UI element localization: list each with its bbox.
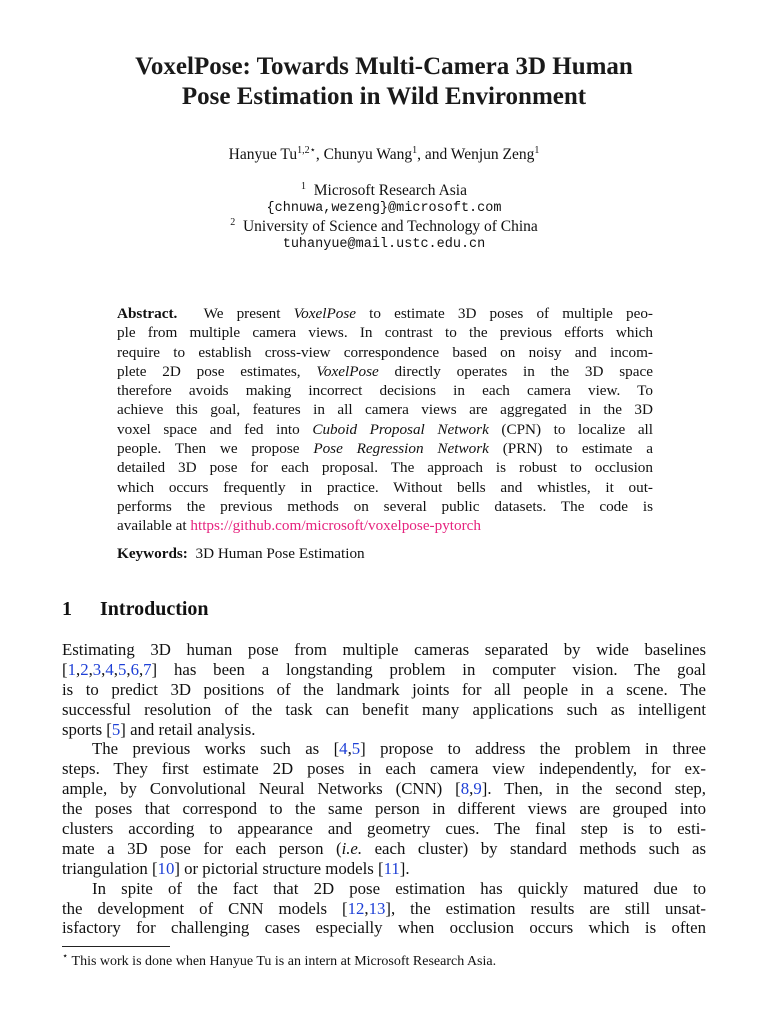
citation-link[interactable]: 5 [351, 739, 361, 759]
abstract-line: people. Then we propose Pose Regression Network (PRN) to estimate a [117, 440, 653, 458]
abstract-line: ple from multiple camera views. In contrast to the previous efforts which [117, 324, 653, 342]
body-line: sports [5] and retail analysis. [62, 719, 256, 739]
affiliation-1 [0, 182, 768, 200]
abstract-line: available at https://github.com/microsoft/voxelpose-pytorch [117, 517, 482, 535]
body-line: [1,2,3,4,5,6,7] has been a longstanding problem in computer vision. The goal [62, 659, 706, 679]
author-list [0, 146, 768, 164]
body-line: clusters according to appearance and geometry cues. The final step is to esti- [62, 819, 706, 839]
citation-link[interactable]: 5 [111, 719, 121, 739]
abstract-line: detailed 3D pose for each proposal. The approach is robust to occlusion [117, 459, 653, 477]
abstract-line: plete 2D pose estimates, VoxelPose directly operates in the 3D space [117, 362, 653, 380]
citation-link[interactable]: 6 [130, 659, 139, 679]
affiliation-2-email: tuhanyue@mail.ustc.edu.cn [282, 237, 486, 252]
section-heading-introduction [62, 597, 209, 621]
abstract-line: require to establish cross-view correspondence based on noisy and incom- [117, 343, 653, 361]
abstract-label: Abstract. [117, 305, 178, 322]
body-line: In spite of the fact that 2D pose estimation has quickly matured due to [92, 878, 706, 898]
code-repository-link[interactable]: https://github.com/microsoft/voxelpose-pytorch [190, 517, 482, 535]
abstract-line: which occurs frequently in practice. Without bells and whistles, it out- [117, 478, 653, 496]
body-line: the poses that correspond to the same person in different views are grouped into [62, 799, 706, 819]
citation-list: 1,2,3,4,5,6,7 [67, 659, 152, 679]
affiliation-1-email: {chnuwa,wezeng}@microsoft.com [266, 201, 502, 216]
citation-link[interactable]: 3 [92, 659, 102, 679]
citation-link[interactable]: 5 [117, 659, 127, 679]
citation-link[interactable]: 4 [105, 659, 114, 679]
footnote-mark: ⋆ [62, 951, 69, 962]
keywords-label: Keywords: [117, 545, 188, 562]
body-line: ample, by Convolutional Neural Networks (CNN) [8,9]. Then, in the second step, [62, 779, 706, 799]
method-name: VoxelPose [316, 362, 379, 380]
body-line: Estimating 3D human pose from multiple cameras separated by wide baselines [62, 640, 706, 659]
author-affiliation-mark: 1,2⋆ [297, 145, 316, 156]
body-line: mate a 3D pose for each person (i.e. each cluster) by standard methods such as [62, 838, 706, 858]
citation-link[interactable]: 8 [460, 779, 470, 799]
abstract-line: Abstract. We present VoxelPose to estimate 3D poses of multiple peo- [117, 305, 653, 322]
author-name: , and Wenjun Zeng [417, 146, 535, 163]
keywords-text: 3D Human Pose Estimation [195, 545, 365, 562]
paper-title-line-2: Pose Estimation in Wild Environment [181, 83, 587, 110]
abstract-line: performs the previous methods on several public datasets. The code is [117, 497, 653, 515]
body-line: successful resolution of the task can benefit many applications such as intelligent [62, 699, 706, 719]
citation-link[interactable]: 9 [473, 779, 482, 799]
network-name: Pose Regression Network [313, 440, 489, 458]
body-line: triangulation [10] or pictorial structure models [11]. [62, 858, 410, 878]
body-line: steps. They first estimate 2D poses in each camera view independently, for ex- [62, 759, 706, 779]
section-title: Introduction [100, 598, 209, 620]
citation-link[interactable]: 10 [157, 858, 175, 878]
affiliation-2 [0, 218, 768, 236]
affiliation-number: 1 [301, 181, 306, 192]
section-number: 1 [62, 598, 72, 620]
affiliation-name: Microsoft Research Asia [313, 182, 467, 199]
author-affiliation-mark: 1 [412, 145, 418, 156]
footnote-rule [62, 946, 170, 947]
abstract-line: achieve this goal, features in all camera views are aggregated in the 3D [117, 401, 653, 419]
abstract-line: voxel space and fed into Cuboid Proposal Network (CPN) to localize all [117, 420, 653, 438]
citation-link[interactable]: 12 [347, 898, 365, 918]
citation-link[interactable]: 7 [143, 659, 152, 679]
body-line: isfactory for challenging cases especially when occlusion occurs which is often [62, 918, 706, 938]
citation-link[interactable]: 11 [383, 858, 400, 878]
footnote-text: This work is done when Hanyue Tu is an intern at Microsoft Research Asia. [68, 954, 497, 969]
body-line: the development of CNN models [12,13], the estimation results are still unsat- [62, 898, 706, 918]
citation-link[interactable]: 1 [67, 659, 76, 679]
body-line: The previous works such as [4,5] propose to address the problem in three [92, 739, 706, 759]
citation-link[interactable]: 2 [80, 659, 89, 679]
author-affiliation-mark: 1 [534, 145, 540, 156]
body-line: is to predict 3D positions of the landmark joints for all people in a scene. The [62, 679, 706, 699]
author-name: Hanyue Tu [228, 146, 298, 163]
introduction-body [62, 640, 706, 938]
abstract-line: therefore avoids making incorrect decisions in each camera view. To [117, 382, 653, 400]
citation-link[interactable]: 13 [368, 898, 386, 918]
affiliation-name: University of Science and Technology of China [242, 218, 538, 235]
footnote [62, 953, 496, 971]
paper-title-line-1: VoxelPose: Towards Multi-Camera 3D Human [135, 53, 633, 80]
abstract [117, 304, 653, 536]
author-name: , Chunyu Wang [315, 146, 413, 163]
affiliation-number: 2 [230, 217, 236, 228]
citation-link[interactable]: 4 [339, 739, 348, 759]
method-name: VoxelPose [293, 305, 357, 322]
keywords [117, 544, 653, 563]
network-name: Cuboid Proposal Network [312, 420, 489, 438]
